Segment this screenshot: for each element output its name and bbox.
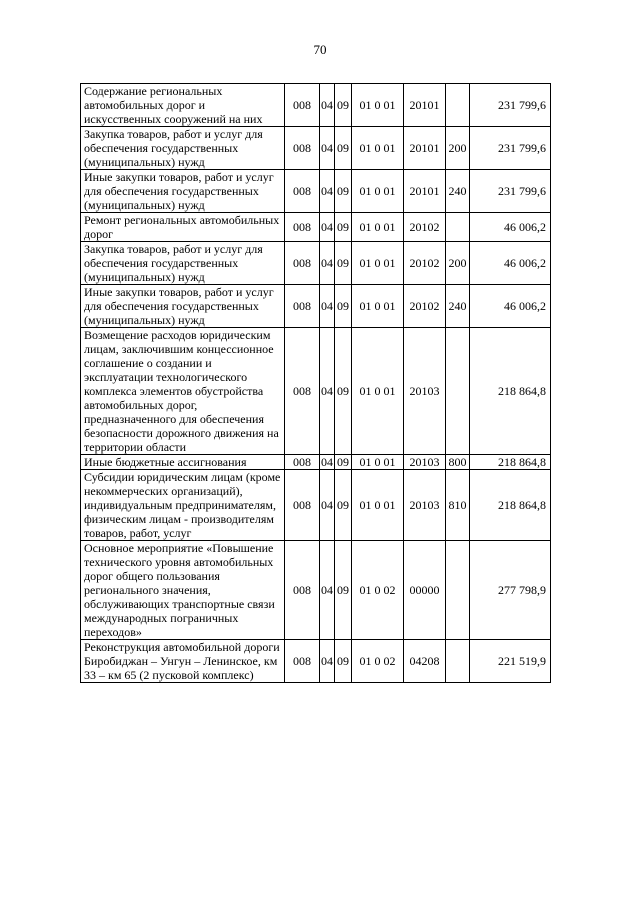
row-name-cell: Иные закупки товаров, работ и услуг для обеспечения государственных (муниципальных) нужд bbox=[81, 170, 285, 213]
subsection-code-cell: 09 bbox=[335, 640, 352, 683]
row-name-cell: Реконструкция автомобильной дороги Биробиджан – Унгун – Ленинское, км 33 – км 65 (2 пусковой комплекс) bbox=[81, 640, 285, 683]
expense-type-cell: 240 bbox=[446, 285, 470, 328]
table-row bbox=[81, 242, 551, 285]
subsection-code-cell: 09 bbox=[335, 455, 352, 470]
expense-type-cell bbox=[446, 328, 470, 455]
expense-type-cell: 810 bbox=[446, 470, 470, 541]
amount-cell: 277 798,9 bbox=[470, 541, 551, 640]
amount-cell: 46 006,2 bbox=[470, 285, 551, 328]
section-code-cell: 04 bbox=[320, 170, 335, 213]
section-code-cell: 04 bbox=[320, 213, 335, 242]
table-row bbox=[81, 455, 551, 470]
program-code-cell: 01 0 01 bbox=[352, 455, 404, 470]
row-name-cell: Содержание региональных автомобильных дорог и искусственных сооружений на них bbox=[81, 84, 285, 127]
subsection-code-cell: 09 bbox=[335, 328, 352, 455]
program-code-cell: 01 0 01 bbox=[352, 84, 404, 127]
section-code-cell: 04 bbox=[320, 242, 335, 285]
amount-cell: 221 519,9 bbox=[470, 640, 551, 683]
subsection-code-cell: 09 bbox=[335, 127, 352, 170]
row-name-cell: Закупка товаров, работ и услуг для обеспечения государственных (муниципальных) нужд bbox=[81, 242, 285, 285]
table-row bbox=[81, 127, 551, 170]
row-name-cell: Возмещение расходов юридическим лицам, заключившим концессионное соглашение о создании и эксплуатации технологического комплекса элементов обустройства автомобильных дорог, предназначенного для обеспечения безопасности дорожного движения на территории области bbox=[81, 328, 285, 455]
subsection-code-cell: 09 bbox=[335, 285, 352, 328]
direction-code-cell: 20101 bbox=[404, 127, 446, 170]
section-code-cell: 04 bbox=[320, 84, 335, 127]
subsection-code-cell: 09 bbox=[335, 84, 352, 127]
subsection-code-cell: 09 bbox=[335, 242, 352, 285]
table-row bbox=[81, 328, 551, 455]
direction-code-cell: 20102 bbox=[404, 242, 446, 285]
expense-type-cell bbox=[446, 541, 470, 640]
program-code-cell: 01 0 01 bbox=[352, 328, 404, 455]
row-name-cell: Основное мероприятие «Повышение технического уровня автомобильных дорог общего пользования регионального значения, обслуживающих транспортные связи международных пограничных переходов» bbox=[81, 541, 285, 640]
ministry-code-cell: 008 bbox=[285, 242, 320, 285]
subsection-code-cell: 09 bbox=[335, 170, 352, 213]
row-name-cell: Ремонт региональных автомобильных дорог bbox=[81, 213, 285, 242]
program-code-cell: 01 0 01 bbox=[352, 470, 404, 541]
section-code-cell: 04 bbox=[320, 541, 335, 640]
ministry-code-cell: 008 bbox=[285, 470, 320, 541]
subsection-code-cell: 09 bbox=[335, 541, 352, 640]
program-code-cell: 01 0 01 bbox=[352, 213, 404, 242]
page-number: 70 bbox=[313, 42, 327, 57]
amount-cell: 231 799,6 bbox=[470, 84, 551, 127]
program-code-cell: 01 0 01 bbox=[352, 170, 404, 213]
ministry-code-cell: 008 bbox=[285, 455, 320, 470]
amount-cell: 46 006,2 bbox=[470, 213, 551, 242]
direction-code-cell: 20103 bbox=[404, 470, 446, 541]
ministry-code-cell: 008 bbox=[285, 541, 320, 640]
amount-cell: 231 799,6 bbox=[470, 170, 551, 213]
section-code-cell: 04 bbox=[320, 285, 335, 328]
expense-type-cell bbox=[446, 213, 470, 242]
row-name-cell: Иные бюджетные ассигнования bbox=[81, 455, 285, 470]
ministry-code-cell: 008 bbox=[285, 170, 320, 213]
direction-code-cell: 20102 bbox=[404, 213, 446, 242]
section-code-cell: 04 bbox=[320, 127, 335, 170]
subsection-code-cell: 09 bbox=[335, 470, 352, 541]
ministry-code-cell: 008 bbox=[285, 328, 320, 455]
program-code-cell: 01 0 01 bbox=[352, 242, 404, 285]
expense-type-cell bbox=[446, 84, 470, 127]
section-code-cell: 04 bbox=[321, 455, 333, 469]
program-code-cell: 01 0 02 bbox=[352, 541, 404, 640]
expense-type-cell: 800 bbox=[446, 455, 470, 470]
table-row bbox=[81, 285, 551, 328]
expense-type-cell bbox=[446, 640, 470, 683]
direction-code-cell: 20101 bbox=[404, 170, 446, 213]
table-row bbox=[81, 170, 551, 213]
direction-code-cell: 20103 bbox=[404, 455, 446, 470]
direction-code-cell: 20101 bbox=[404, 84, 446, 127]
amount-cell: 218 864,8 bbox=[470, 328, 551, 455]
ministry-code-cell: 008 bbox=[285, 640, 320, 683]
direction-code-cell: 00000 bbox=[404, 541, 446, 640]
section-code-cell: 04 bbox=[320, 470, 335, 541]
table-row bbox=[81, 640, 551, 683]
section-code-cell: 04 bbox=[320, 328, 335, 455]
table-row bbox=[81, 213, 551, 242]
row-name-cell: Закупка товаров, работ и услуг для обеспечения государственных (муниципальных) нужд bbox=[81, 127, 285, 170]
ministry-code-cell: 008 bbox=[285, 285, 320, 328]
budget-table bbox=[80, 83, 551, 683]
section-code-cell: 04 bbox=[320, 640, 335, 683]
ministry-code-cell: 008 bbox=[285, 127, 320, 170]
amount-cell: 218 864,8 bbox=[470, 455, 551, 470]
row-name-cell: Иные закупки товаров, работ и услуг для обеспечения государственных (муниципальных) нужд bbox=[81, 285, 285, 328]
ministry-code-cell: 008 bbox=[285, 213, 320, 242]
expense-type-cell: 240 bbox=[446, 170, 470, 213]
amount-cell: 218 864,8 bbox=[470, 470, 551, 541]
amount-cell: 46 006,2 bbox=[470, 242, 551, 285]
expense-type-cell: 200 bbox=[446, 127, 470, 170]
table-row bbox=[81, 84, 551, 127]
ministry-code-cell: 008 bbox=[285, 84, 320, 127]
direction-code-cell: 20102 bbox=[404, 285, 446, 328]
direction-code-cell: 04208 bbox=[404, 640, 446, 683]
table-row bbox=[81, 541, 551, 640]
row-name-cell: Субсидии юридическим лицам (кроме некоммерческих организаций), индивидуальным предпринимателям, физическим лицам - производителям товаров, работ, услуг bbox=[81, 470, 285, 541]
program-code-cell: 01 0 01 bbox=[352, 127, 404, 170]
table-row bbox=[81, 470, 551, 541]
program-code-cell: 01 0 02 bbox=[352, 640, 404, 683]
amount-cell: 231 799,6 bbox=[470, 127, 551, 170]
subsection-code-cell: 09 bbox=[335, 213, 352, 242]
direction-code-cell: 20103 bbox=[404, 328, 446, 455]
expense-type-cell: 200 bbox=[446, 242, 470, 285]
program-code-cell: 01 0 01 bbox=[352, 285, 404, 328]
